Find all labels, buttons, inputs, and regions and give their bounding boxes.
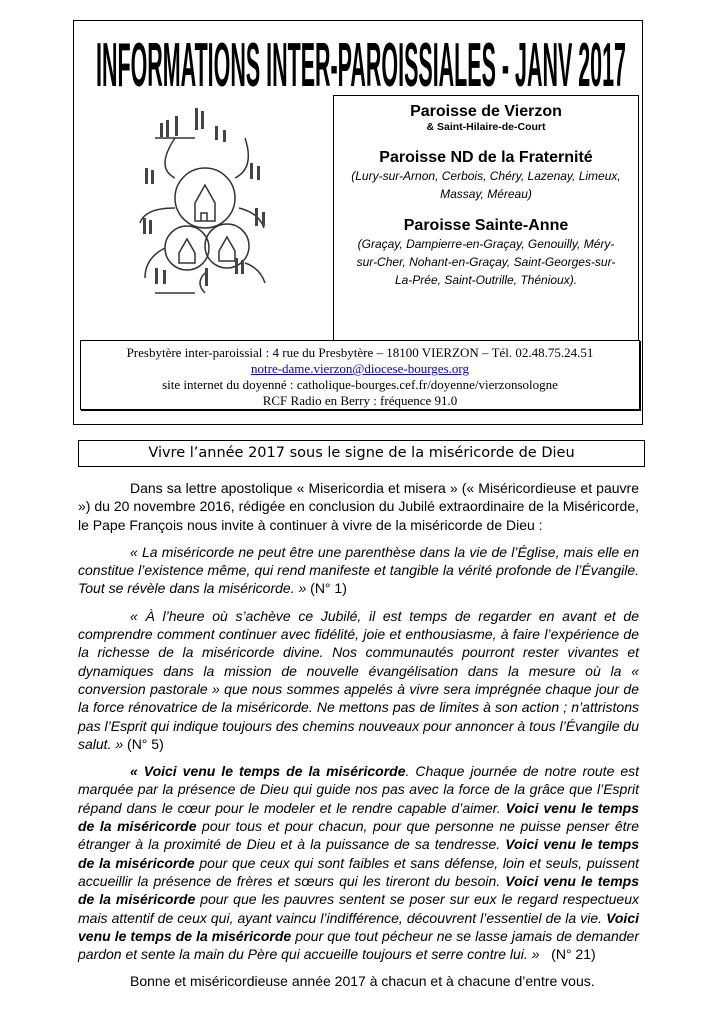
article-heading: Vivre l’année 2017 sous le signe de la miséricorde de Dieu [78, 440, 645, 467]
parish-subtitle: & Saint-Hilaire-de-Court [426, 121, 546, 133]
email-link[interactable]: notre-dame.vierzon@diocese-bourges.org [251, 361, 469, 376]
quote-3-text: pour tous et pour chacun, pour que personne ne puisse penser être étranger à la proximité de Dieu et à la puissance de sa tendresse. [78, 818, 639, 853]
presbytery-address: Presbytère inter-paroissial : 4 rue du Presbytère – 18100 VIERZON – Tél. 02.48.75.24.51 [126, 345, 594, 360]
quote-3-text: pour que tout pécheur ne se lasse jamais de demander pardon et sente la main du Père qui accueille toujours et serre contre lui. » [78, 927, 639, 963]
parishes-logo-illustration [135, 108, 275, 298]
newsletter-title: INFORMATIONS INTER-PAROISSIALES - JANV 2017 [96, 31, 626, 92]
quote-3-text: pour que ceux qui sont faibles et sans défense, loin et seuls, puissent accueillir la présence de frères et sœurs qui les tireront du besoin. [78, 854, 639, 889]
quote-3-emphasis: Voici venu le temps de la miséricorde [78, 799, 639, 835]
quote-2: « À l’heure où s’achève ce Jubilé, il est temps de regarder en avant et de comprendre comment continuer avec fidélité, joie et enthousiasme, à faire l’expérience de la richesse de la miséricorde divine. Nos communautés pourront rester vivantes et dynamiques dans la mission de nouvelle évangélisation dans la mesure où la « conversion pastorale » que nous sommes appelés à vivre sera imprégnée chaque jour de la force rénovatrice de la miséricorde. Ne mettons pas de limites à son action ; n’attristons pas l’Esprit qui indique toujours des chemins nouveaux pour annoncer à tous l’Évangile du salut. » [78, 607, 639, 752]
quote-3-ref: (N° 21) [539, 946, 596, 963]
quote-3-emphasis: Voici venu le temps de la miséricorde [78, 836, 639, 871]
contact-box [80, 340, 640, 410]
parish-communes: (Lury-sur-Arnon, Cerbois, Chéry, Lazenay, Limeux, Massay, Méreau) [351, 169, 621, 201]
quote-2-ref: (N° 5) [123, 735, 164, 752]
parish-name: Paroisse ND de la Fraternité [379, 149, 593, 166]
quote-3-emphasis: Voici venu le temps de la miséricorde [78, 909, 639, 944]
parish-communes: (Graçay, Dampierre-en-Graçay, Genouilly, Méry-sur-Cher, Nohant-en-Graçay, Saint-Georges-sur-La-Prée, Saint-Outrille, Thénioux). [356, 237, 616, 287]
parish-name: Paroisse Sainte-Anne [403, 217, 569, 234]
website-text: site internet du doyenné : catholique-bourges.cef.fr/doyenne/vierzonsologne [162, 377, 558, 392]
radio-info: RCF Radio en Berry : fréquence 91.0 [262, 393, 458, 408]
quote-3-text: . Chaque journée de notre route est marquée par la présence de Dieu qui guide nos pas avec la force de la grâce que l’Esprit répand dans le cœur pour le modeler et le rendre capable d’aimer. [78, 763, 640, 816]
closing-line: Bonne et miséricordieuse année 2017 à chacun et à chacune d’entre vous. [130, 973, 595, 990]
parish-name: Paroisse de Vierzon [410, 103, 562, 120]
quote-3-text: pour que les pauvres sentent se poser sur eux le regard respectueux mais attentif de ceux qui, ayant vaincu l’indifférence, découvrent l’essentiel de la vie. [78, 891, 639, 926]
quote-1-ref: (N° 1) [306, 580, 347, 597]
quote-1: « La miséricorde ne peut être une parenthèse dans la vie de l’Église, mais elle en constitue l’existence même, qui rend manifeste et tangible la vérité profonde de l’Évangile. Tout se révèle dans la miséricorde. » [78, 543, 639, 597]
article-body [78, 479, 639, 1000]
parishes-box [333, 95, 639, 345]
quote-3-emphasis: Voici venu le temps de la miséricorde [78, 872, 639, 908]
intro-paragraph: Dans sa lettre apostolique « Misericordia et misera » (« Miséricordieuse et pauvre ») du 20 novembre 2016, rédigée en conclusion du Jubilé extraordinaire de la Miséricorde, le Pape François nous invite à continuer à vivre de la miséricorde de Dieu : [78, 480, 639, 533]
newsletter-title-banner [96, 28, 626, 92]
quote-3-emphasis: « Voici venu le temps de la miséricorde [130, 763, 406, 780]
quote-3 [78, 762, 639, 963]
